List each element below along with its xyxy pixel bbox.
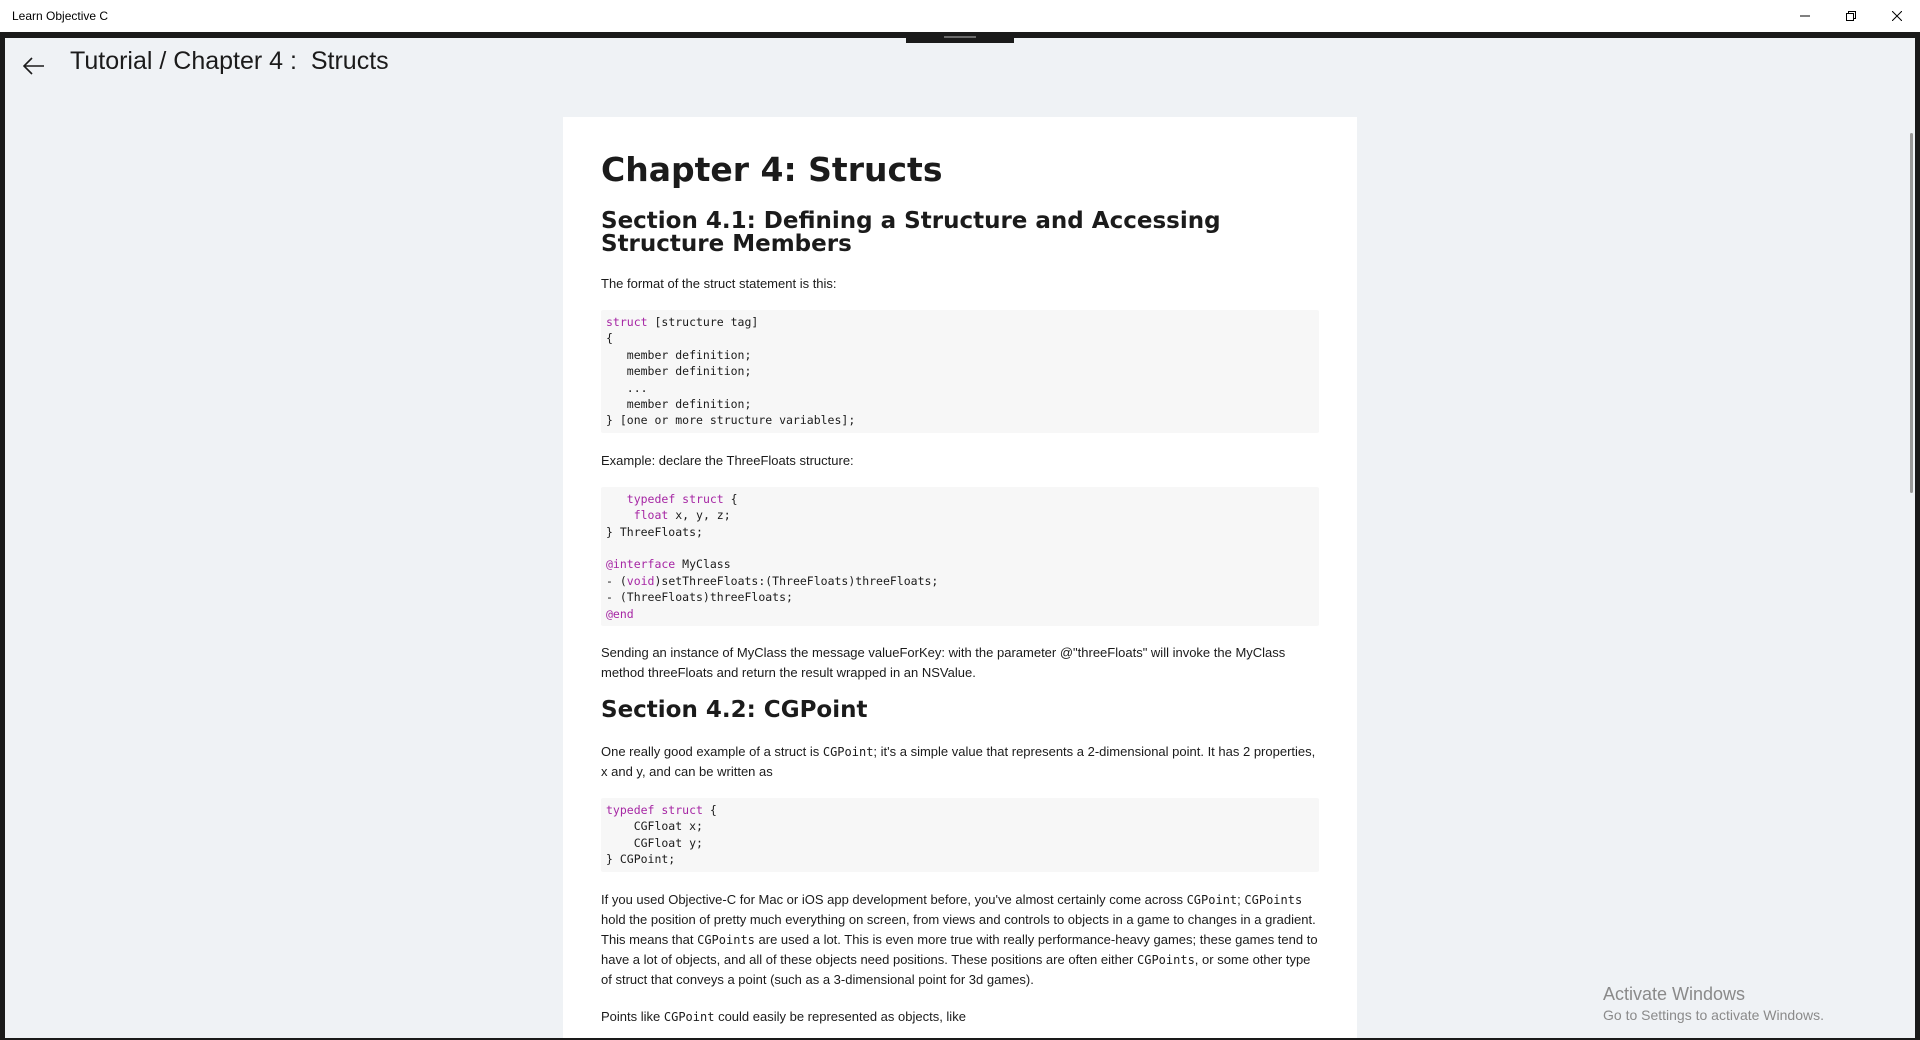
drag-handle-grip (944, 36, 976, 38)
section-4-1-explanation: Sending an instance of MyClass the message valueForKey: with the parameter @"threeFloats" will invoke the MyClass method threeFloats and return the result wrapped in an NSValue. (601, 645, 1286, 681)
drag-handle[interactable] (906, 32, 1014, 43)
restore-icon (1846, 11, 1856, 21)
app-title: Learn Objective C (12, 9, 109, 23)
vertical-scrollbar[interactable] (1910, 133, 1913, 493)
arrow-left-icon (23, 57, 45, 75)
points-like-paragraph: Points like CGPoint could easily be represented as objects, like (601, 1008, 966, 1024)
code-block-threefloats: typedef struct { float x, y, z; } ThreeFloats; @interface MyClass - (void)setThreeFloats:(ThreeFloats)threeFloats; - (ThreeFloats)threeFloats; @end (601, 487, 1319, 626)
chapter-title: Chapter 4: Structs (601, 150, 943, 189)
code-block-struct-format: struct [structure tag] { member definition; member definition; ... member definition; } [one or more structure variables]; (601, 310, 1319, 433)
title-bar (0, 0, 1920, 32)
restore-button[interactable] (1828, 0, 1874, 32)
minimize-button[interactable] (1782, 0, 1828, 32)
section-4-1-title: Section 4.1: Defining a Structure and Accessing Structure Members (601, 207, 1221, 257)
close-button[interactable] (1874, 0, 1920, 32)
content-card (563, 117, 1357, 1038)
cgpoint-usage-paragraph: If you used Objective-C for Mac or iOS app development before, you've almost certainly come across CGPoint; CGPoints hold the position of pretty much everything on screen, from views and controls to objects in a game to changes in a gradient. This means that CGPoints are used a lot. This is even more true with really performance-heavy games; these games tend to have a lot of objects, and all of these objects need positions. These positions are often either CGPoints, or some other type of struct that conveys a point (such as a 3-dimensional point for 3d games). (601, 891, 1318, 987)
section-4-1-intro: The format of the struct statement is this: (601, 275, 837, 291)
minimize-icon (1800, 11, 1810, 21)
section-4-2-title: Section 4.2: CGPoint (601, 697, 868, 724)
example-text: Example: declare the ThreeFloats structure: (601, 452, 854, 468)
breadcrumb: Tutorial / Chapter 4 : Structs (70, 47, 389, 75)
activate-windows-watermark (1603, 983, 1824, 1024)
watermark-subtitle: Go to Settings to activate Windows. (1603, 1007, 1824, 1023)
watermark-title: Activate Windows (1603, 984, 1746, 1004)
section-4-2-intro: One really good example of a struct is CGPoint; it's a simple value that represents a 2-dimensional point. It has 2 properties, x and y, and can be written as (601, 744, 1316, 780)
close-icon (1892, 11, 1902, 21)
code-block-cgpoint: typedef struct { CGFloat x; CGFloat y; } CGPoint; (601, 798, 1319, 872)
app-body (5, 38, 1915, 1038)
back-button[interactable] (16, 48, 52, 84)
window-controls (1782, 0, 1920, 32)
